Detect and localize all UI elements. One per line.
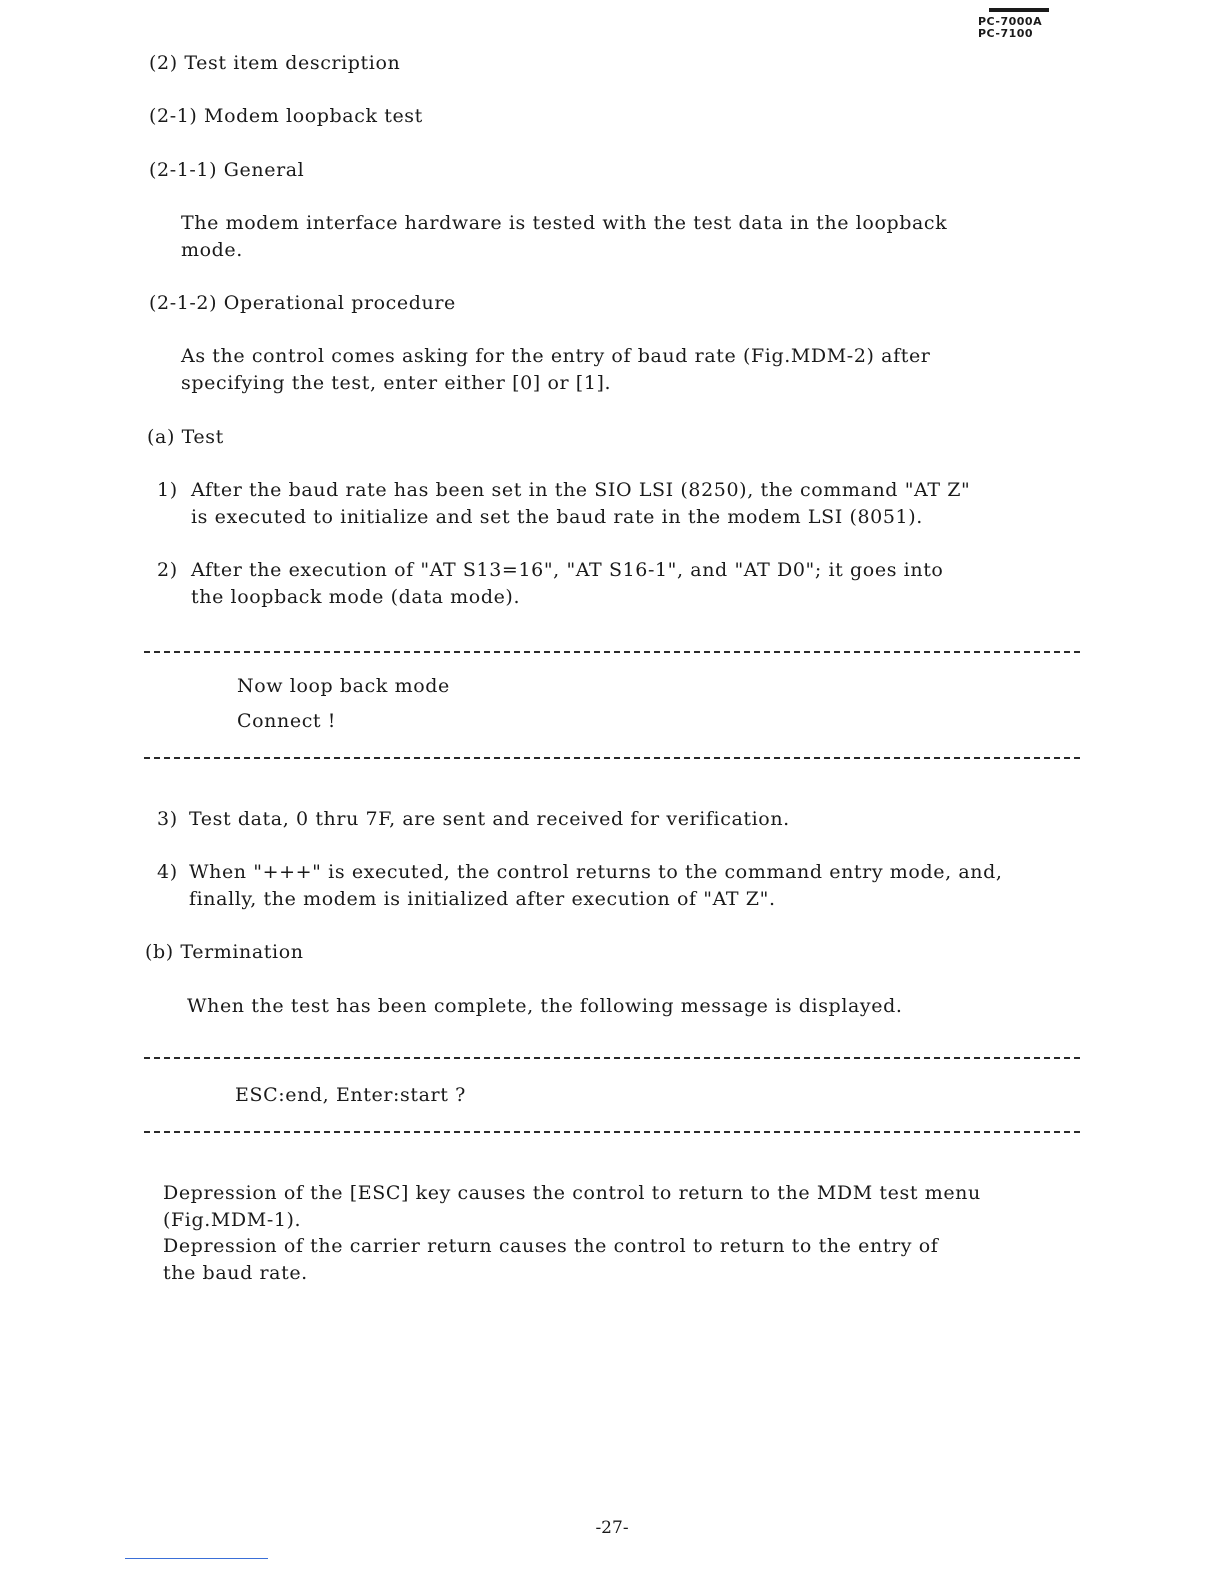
message-border-top bbox=[144, 1057, 1080, 1059]
item-1-line-2: is executed to initialize and set the baud rate in the modem LSI (8051). bbox=[191, 506, 923, 528]
test-heading: (a) Test bbox=[147, 426, 224, 448]
model-code-line-1: PC-7000A bbox=[978, 15, 1043, 28]
termination-text: When the test has been complete, the following message is displayed. bbox=[187, 995, 903, 1017]
general-text-line-2: mode. bbox=[181, 239, 243, 261]
footer-rule bbox=[125, 1558, 268, 1559]
message-border-bottom bbox=[144, 1131, 1080, 1133]
termination-heading: (b) Termination bbox=[145, 941, 304, 963]
item-4-line-2: finally, the modem is initialized after execution of "AT Z". bbox=[189, 888, 776, 910]
general-heading: (2-1-1) General bbox=[149, 159, 305, 181]
page-number: -27- bbox=[595, 1518, 629, 1538]
procedure-heading: (2-1-2) Operational procedure bbox=[149, 292, 456, 314]
screen-loopback-line-2: Connect ! bbox=[237, 710, 337, 732]
screen-border-bottom bbox=[144, 757, 1080, 759]
cr-explanation-line-1: Depression of the carrier return causes the control to return to the entry of bbox=[163, 1235, 939, 1257]
item-2-line-1: After the execution of "AT S13=16", "AT S16-1", and "AT D0"; it goes into bbox=[191, 559, 944, 581]
section-title: (2) Test item description bbox=[149, 52, 401, 74]
header-rule bbox=[989, 8, 1049, 12]
procedure-text-line-2: specifying the test, enter either [0] or [1]. bbox=[181, 372, 612, 394]
item-2-number: 2) bbox=[157, 559, 178, 581]
item-1-line-1: After the baud rate has been set in the SIO LSI (8250), the command "AT Z" bbox=[191, 479, 971, 501]
subsection-title: (2-1) Modem loopback test bbox=[149, 105, 423, 127]
screen-loopback-line-1: Now loop back mode bbox=[237, 675, 450, 697]
model-code-line-2: PC-7100 bbox=[978, 27, 1034, 40]
item-4-number: 4) bbox=[157, 861, 178, 883]
general-text-line-1: The modem interface hardware is tested with the test data in the loopback bbox=[181, 212, 948, 234]
procedure-text-line-1: As the control comes asking for the entry of baud rate (Fig.MDM-2) after bbox=[181, 345, 931, 367]
esc-explanation-line-1: Depression of the [ESC] key causes the control to return to the MDM test menu bbox=[163, 1182, 981, 1204]
item-1-number: 1) bbox=[157, 479, 178, 501]
cr-explanation-line-2: the baud rate. bbox=[163, 1262, 308, 1284]
item-3-number: 3) bbox=[157, 808, 178, 830]
item-2-line-2: the loopback mode (data mode). bbox=[191, 586, 521, 608]
screen-border-top bbox=[144, 651, 1080, 653]
model-code bbox=[978, 16, 1054, 40]
screen-message: ESC:end, Enter:start ? bbox=[235, 1084, 466, 1106]
item-4-line-1: When "+++" is executed, the control returns to the command entry mode, and, bbox=[189, 861, 1003, 883]
item-3-line-1: Test data, 0 thru 7F, are sent and received for verification. bbox=[189, 808, 790, 830]
esc-explanation-line-2: (Fig.MDM-1). bbox=[163, 1209, 302, 1231]
